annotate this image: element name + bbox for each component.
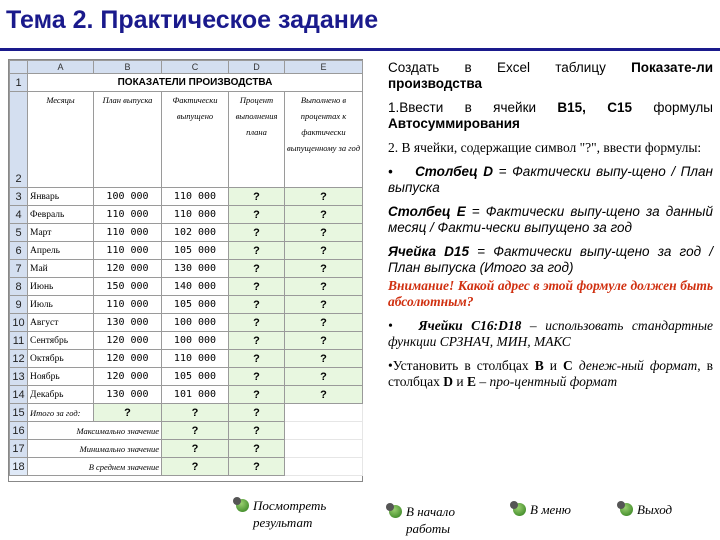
table-row [10,188,363,206]
total-row [10,404,363,422]
table-row [10,332,363,350]
table-row [10,278,363,296]
task-text-span: – использовать стандартные функции СРЗНАЧ, МИН, МАКС [388,318,713,349]
column-header-row [10,61,363,74]
task-text-bold: Показате-ли производства [388,60,713,91]
percent-cell[interactable]: ? [229,332,285,350]
stat-value-cell[interactable]: ? [162,422,229,440]
task-text-span: = Фактически выпу-щено / План выпуска [388,164,713,195]
stat-value-cell[interactable]: ? [229,458,285,476]
row-number[interactable]: 11 [10,332,28,350]
task-text-span: = Фактически выпу-щено за год / План выпуска (Итого за год) [388,244,713,275]
green-button-icon [236,499,249,512]
stat-value-cell[interactable]: ? [229,440,285,458]
percent-cell[interactable]: ? [229,188,285,206]
table-row [10,260,363,278]
stat-label[interactable]: Минимально значение [28,440,162,458]
stat-row [10,440,363,458]
stat-row [10,422,363,440]
plan-cell[interactable]: 120 000 [94,350,162,368]
month-cell[interactable]: Август [28,314,94,332]
month-cell[interactable]: Апрель [28,242,94,260]
table-row [10,314,363,332]
task-paragraph-5 [388,204,713,236]
plan-cell[interactable]: 110 000 [94,224,162,242]
task-text-italic: – про-центный формат [475,374,618,389]
stat-row [10,458,363,476]
month-cell[interactable]: Декабрь [28,386,94,404]
go-start-label: В начало работы [406,504,455,536]
fact-cell[interactable]: 100 000 [162,332,229,350]
plan-cell[interactable]: 110 000 [94,242,162,260]
task-text-span: = Фактически выпу-щено за данный месяц / Факти-чески выпущено за год [388,204,713,235]
percent-cell[interactable]: ? [229,350,285,368]
header-months[interactable]: Месяцы [28,92,94,188]
menu-label: В меню [530,502,571,517]
task-paragraph-3: 2. В ячейки, содержащие символ "?", ввести формулы: [388,140,702,155]
task-text-bold: Столбец D [415,164,494,179]
task-text-bold: Столбец E [388,204,466,219]
green-button-icon [389,505,402,518]
month-cell[interactable]: Январь [28,188,94,206]
task-paragraph-2 [388,100,713,132]
total-fact-cell[interactable]: ? [162,404,229,422]
table-row [10,296,363,314]
task-text-span: и [543,358,564,373]
column-header-d[interactable]: D [229,61,285,74]
empty-cell[interactable] [285,440,363,458]
plan-cell[interactable]: 110 000 [94,296,162,314]
task-text-span: •Установить в столбцах [388,358,535,373]
fact-cell[interactable]: 102 000 [162,224,229,242]
row-number[interactable]: 1 [10,74,28,92]
row-number[interactable]: 5 [10,224,28,242]
task-text-span: формулы [632,100,714,115]
percent-cell[interactable]: ? [229,206,285,224]
warning-text: Внимание! Какой адрес в этой формуле должен быть абсолютным? [388,278,713,309]
plan-cell[interactable]: 100 000 [94,188,162,206]
column-header-b[interactable]: B [94,61,162,74]
year-percent-cell[interactable]: ? [285,188,363,206]
task-paragraph-6 [388,244,713,276]
row-number[interactable]: 17 [10,440,28,458]
year-percent-cell[interactable]: ? [285,278,363,296]
task-text-bold: B [534,358,544,373]
title-underline [0,48,720,51]
task-text-bold: Автосуммирования [388,116,520,131]
spreadsheet [8,59,363,482]
table-row [10,242,363,260]
table-row [10,368,363,386]
row-number[interactable]: 2 [10,92,28,188]
percent-cell[interactable]: ? [229,296,285,314]
month-cell[interactable]: Март [28,224,94,242]
task-text-bold: B15, C15 [557,100,633,115]
stat-value-cell[interactable]: ? [229,422,285,440]
year-percent-cell[interactable]: ? [285,224,363,242]
exit-button[interactable] [620,501,672,518]
fact-cell[interactable]: 110 000 [162,350,229,368]
task-text-bold: Ячейка D15 [388,244,469,259]
plan-cell[interactable]: 110 000 [94,206,162,224]
task-paragraph-8 [388,358,713,390]
task-text-span: Создать в Excel таблицу [388,60,632,75]
row-number[interactable]: 18 [10,458,28,476]
fact-cell[interactable]: 100 000 [162,314,229,332]
view-result-button[interactable] [236,497,356,531]
header-fact[interactable]: Фактически выпущено [162,92,229,188]
percent-cell[interactable]: ? [229,368,285,386]
task-text-bold: E [466,374,476,389]
row-number[interactable]: 6 [10,242,28,260]
year-percent-cell[interactable]: ? [285,260,363,278]
table-row [10,206,363,224]
task-text-span: , в столбцах [388,358,713,389]
fact-cell[interactable]: 140 000 [162,278,229,296]
task-paragraph-7 [388,318,713,350]
row-number[interactable]: 14 [10,386,28,404]
total-plan-cell[interactable]: ? [94,404,162,422]
month-cell[interactable]: Июль [28,296,94,314]
year-percent-cell[interactable]: ? [285,296,363,314]
percent-cell[interactable]: ? [229,224,285,242]
fact-cell[interactable]: 101 000 [162,386,229,404]
year-percent-cell[interactable]: ? [285,332,363,350]
bullet: • [388,164,393,179]
row-number[interactable]: 9 [10,296,28,314]
fact-cell[interactable]: 105 000 [162,368,229,386]
fact-cell[interactable]: 110 000 [162,188,229,206]
row-number[interactable]: 3 [10,188,28,206]
table-row [10,350,363,368]
task-text-italic: денеж-ный формат [572,358,698,373]
plan-cell[interactable]: 120 000 [94,368,162,386]
plan-cell[interactable]: 120 000 [94,260,162,278]
go-start-button[interactable] [389,503,489,537]
percent-cell[interactable]: ? [229,260,285,278]
row-number[interactable]: 8 [10,278,28,296]
empty-cell[interactable] [285,458,363,476]
plan-cell[interactable]: 130 000 [94,314,162,332]
stat-value-cell[interactable]: ? [162,440,229,458]
fact-cell[interactable]: 130 000 [162,260,229,278]
task-text [388,60,713,398]
plan-cell[interactable]: 130 000 [94,386,162,404]
green-button-icon [620,503,633,516]
table-title-cell[interactable]: ПОКАЗАТЕЛИ ПРОИЗВОДСТВА [28,74,363,92]
percent-cell[interactable]: ? [229,314,285,332]
fact-cell[interactable]: 105 000 [162,296,229,314]
task-paragraph-4 [388,164,713,196]
green-button-icon [513,503,526,516]
table-row [10,224,363,242]
percent-cell[interactable]: ? [229,386,285,404]
menu-button[interactable] [513,501,571,518]
row-number[interactable]: 13 [10,368,28,386]
bullet: • [388,318,393,333]
month-cell[interactable]: Октябрь [28,350,94,368]
month-cell[interactable]: Ноябрь [28,368,94,386]
task-text-bold: Ячейки C16:D18 [418,318,522,333]
row-number[interactable]: 12 [10,350,28,368]
month-cell[interactable]: Май [28,260,94,278]
month-cell[interactable]: Февраль [28,206,94,224]
row-number[interactable]: 4 [10,206,28,224]
row-number[interactable]: 10 [10,314,28,332]
task-text-bold: D [443,374,453,389]
column-header-e[interactable]: E [285,61,363,74]
stat-value-cell[interactable]: ? [162,458,229,476]
year-percent-cell[interactable]: ? [285,242,363,260]
empty-cell[interactable] [285,404,363,422]
table-row [10,386,363,404]
page-title: Тема 2. Практическое задание [6,6,379,34]
spreadsheet-table [9,60,363,476]
task-text-span: 1.Ввести в ячейки [388,100,558,115]
header-year-percent[interactable]: Выполнено в процентах к фактически выпущенному за год [285,92,363,188]
corner-cell[interactable] [10,61,28,74]
month-cell[interactable]: Сентябрь [28,332,94,350]
header-percent[interactable]: Процент выполнения плана [229,92,285,188]
month-cell[interactable]: Июнь [28,278,94,296]
year-percent-cell[interactable]: ? [285,350,363,368]
year-percent-cell[interactable]: ? [285,386,363,404]
percent-cell[interactable]: ? [229,278,285,296]
row-number[interactable]: 15 [10,404,28,422]
plan-cell[interactable]: 120 000 [94,332,162,350]
total-percent-cell[interactable]: ? [229,404,285,422]
header-row [10,92,363,188]
year-percent-cell[interactable]: ? [285,368,363,386]
table-row [10,74,363,92]
column-header-a[interactable]: A [28,61,94,74]
year-percent-cell[interactable]: ? [285,314,363,332]
exit-label: Выход [637,502,673,517]
year-percent-cell[interactable]: ? [285,206,363,224]
stat-label[interactable]: В среднем значение [28,458,162,476]
total-label[interactable]: Итого за год: [28,404,94,422]
task-text-bold: C [563,358,573,373]
empty-cell[interactable] [285,422,363,440]
fact-cell[interactable]: 105 000 [162,242,229,260]
task-paragraph-1 [388,60,713,92]
stat-label[interactable]: Максимально значение [28,422,162,440]
percent-cell[interactable]: ? [229,242,285,260]
column-header-c[interactable]: C [162,61,229,74]
row-number[interactable]: 16 [10,422,28,440]
task-text-span: и [452,374,467,389]
header-plan[interactable]: План выпуска [94,92,162,188]
view-result-label: Посмотреть результат [253,498,327,530]
plan-cell[interactable]: 150 000 [94,278,162,296]
row-number[interactable]: 7 [10,260,28,278]
fact-cell[interactable]: 110 000 [162,206,229,224]
